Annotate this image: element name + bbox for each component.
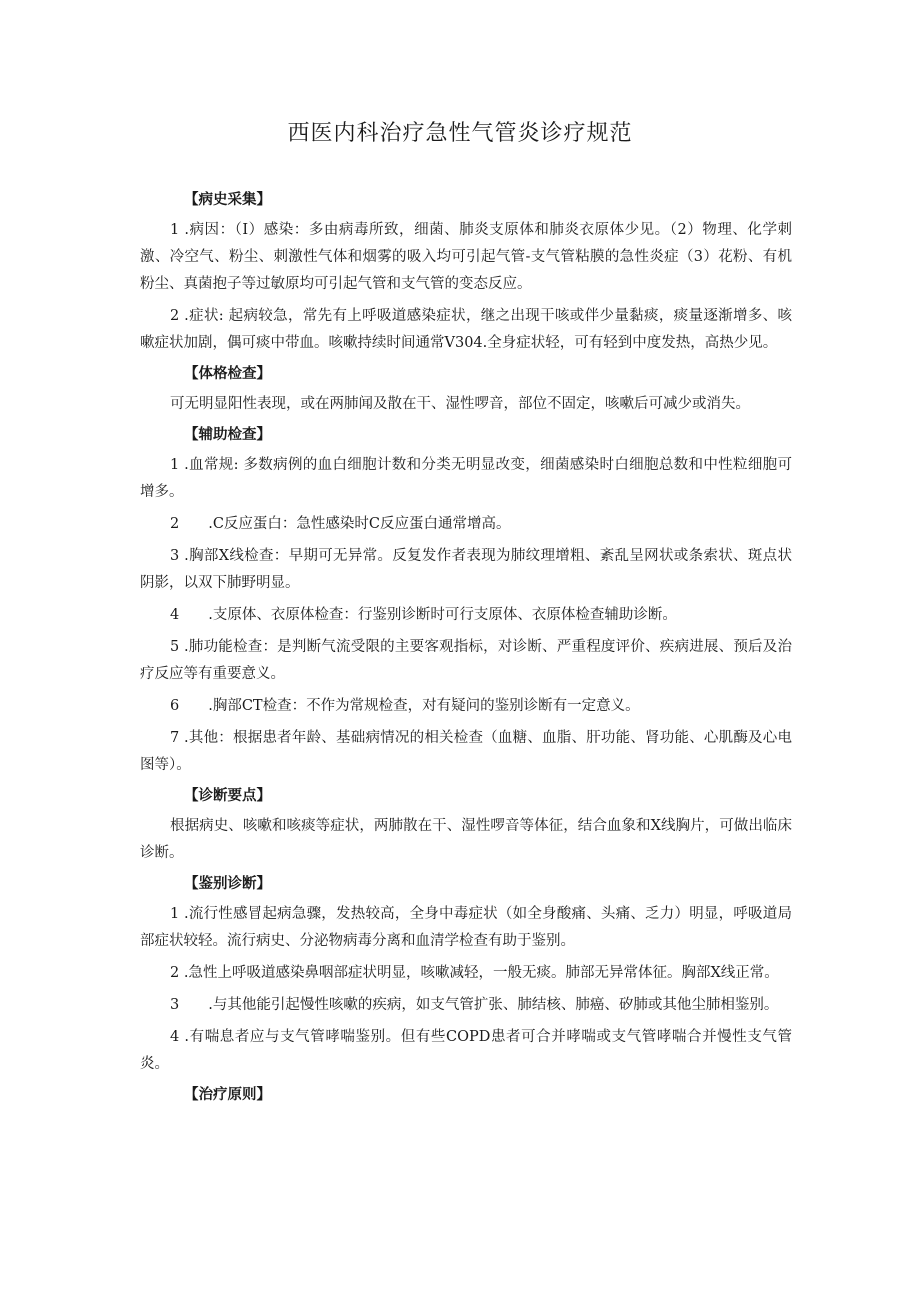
paragraph: 7 .其他：根据患者年龄、基础病情况的相关检查（血糖、血脂、肝功能、肾功能、心肌酶及心电图等）。 <box>140 730 792 773</box>
paragraph: 2 .急性上呼吸道感染鼻咽部症状明显，咳嗽减轻，一般无痰。肺部无异常体征。胸部X线正常。 <box>170 965 779 981</box>
paragraph: 3 .胸部X线检查：早期可无异常。反复发作者表现为肺纹理增粗、紊乱呈网状或条索状、斑点状阴影，以双下肺野明显。 <box>140 548 792 591</box>
paragraph: 2 .症状: 起病较急，常先有上呼吸道感染症状，继之出现干咳或伴少量黏痰，痰量逐渐增多、咳嗽症状加剧，偶可痰中带血。咳嗽持续时间通常V304.全身症状轻，可有轻到中度发热，高热少见。 <box>140 308 792 351</box>
paragraph: 1 .血常规: 多数病例的血白细胞计数和分类无明显改变，细菌感染时白细胞总数和中性粒细胞可增多。 <box>140 457 792 500</box>
section-heading-history: 【病史采集】 <box>184 192 271 208</box>
paragraph: 3 .与其他能引起慢性咳嗽的疾病，如支气管扩张、肺结核、肺癌、矽肺或其他尘肺相鉴别。 <box>170 997 779 1013</box>
paragraph: 1 .流行性感冒起病急骤，发热较高，全身中毒症状（如全身酸痛、头痛、乏力）明显，呼吸道局部症状较轻。流行病史、分泌物病毒分离和血清学检查有助于鉴别。 <box>140 906 792 949</box>
paragraph: 可无明显阳性表现，或在两肺闻及散在干、湿性啰音，部位不固定，咳嗽后可减少或消失。 <box>170 396 750 412</box>
paragraph: 1 .病因：（I）感染：多由病毒所致，细菌、肺炎支原体和肺炎衣原体少见。（2）物理、化学刺激、冷空气、粉尘、刺激性气体和烟雾的吸入均可引起气管-支气管粘膜的急性炎症（3）花粉、有机粉尘、真菌抱子等过敏原均可引起气管和支气管的变态反应。 <box>140 222 792 292</box>
paragraph: 6 .胸部CT检查：不作为常规检查，对有疑问的鉴别诊断有一定意义。 <box>170 698 640 714</box>
paragraph: 4 .有喘息者应与支气管哮喘鉴别。但有些COPD患者可合并哮喘或支气管哮喘合并慢性支气管炎。 <box>140 1029 792 1072</box>
paragraph: 4 .支原体、衣原体检查：行鉴别诊断时可行支原体、衣原体检查辅助诊断。 <box>170 607 677 623</box>
section-heading-aux: 【辅助检查】 <box>184 427 271 443</box>
document-body <box>140 188 792 1112</box>
section-heading-diagnosis: 【诊断要点】 <box>184 788 271 804</box>
document-title: 西医内科治疗急性气管炎诊疗规范 <box>287 121 633 146</box>
section-heading-treatment: 【治疗原则】 <box>184 1087 271 1103</box>
paragraph: 5 .肺功能检查：是判断气流受限的主要客观指标，对诊断、严重程度评价、疾病进展、预后及治疗反应等有重要意义。 <box>140 639 792 682</box>
section-heading-differential: 【鉴别诊断】 <box>184 876 271 892</box>
section-heading-exam: 【体格检查】 <box>184 366 271 382</box>
paragraph: 2 .C反应蛋白：急性感染时C反应蛋白通常增高。 <box>170 516 511 532</box>
paragraph: 根据病史、咳嗽和咳痰等症状，两肺散在干、湿性啰音等体征，结合血象和X线胸片，可做出临床诊断。 <box>140 818 792 861</box>
